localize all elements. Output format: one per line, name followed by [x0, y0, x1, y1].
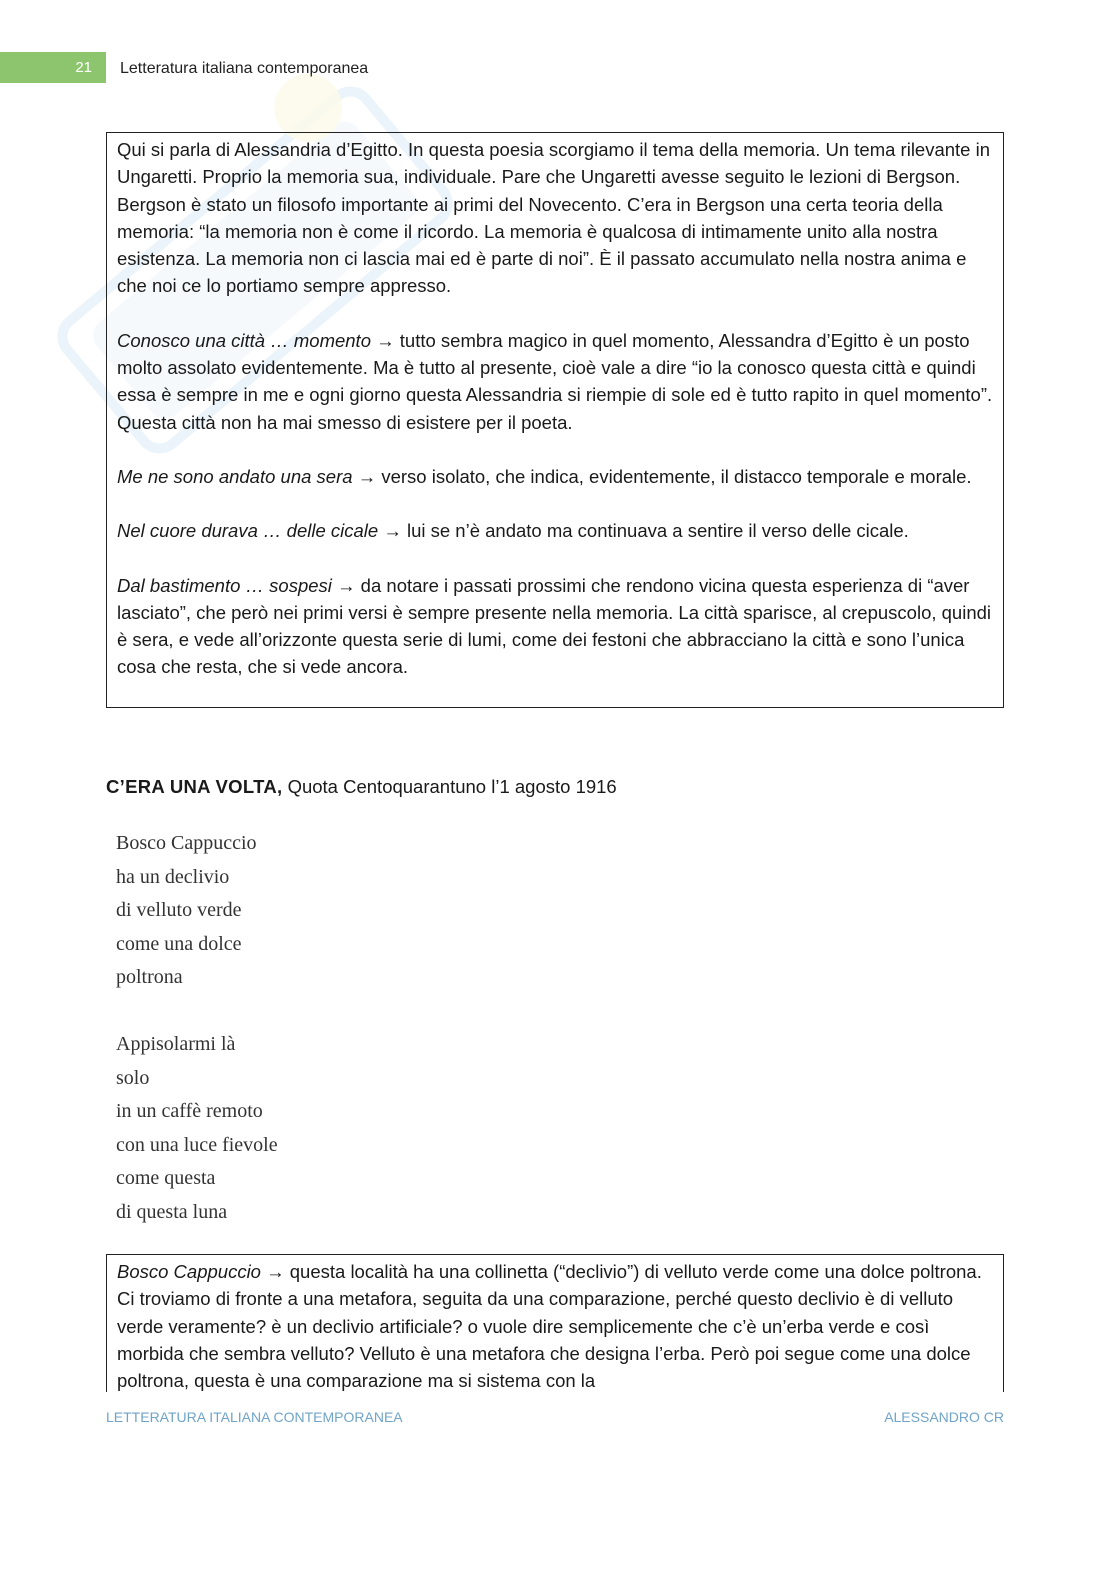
- poem-title: C’ERA UNA VOLTA,: [106, 776, 283, 797]
- poem-line: in un caffè remoto: [116, 1100, 263, 1123]
- paragraph-me-ne-sono: Me ne sono andato una sera → verso isolato, che indica, evidentemente, il distacco temporale e morale.: [117, 465, 972, 487]
- poem-text: [116, 827, 278, 1230]
- quote-me-ne-sono: Me ne sono andato una sera: [117, 465, 353, 487]
- paragraph-conosco: Conosco una città … momento → tutto sembra magico in quel momento, Alessandra d’Egitto è un posto molto assolato evidentemente. Ma è tutto al presente, cioè vale a dire “io la conosco questa città e quindi essa è sempre in me e ogni giorno questa Alessandria si riempie di sole ed è tutto rapito in quel momento”. Questa città non ha mai smesso di esistere per il poeta.: [117, 329, 993, 433]
- quote-nel-cuore: Nel cuore durava … delle cicale: [117, 520, 379, 542]
- poem-line: poltrona: [116, 966, 183, 989]
- commentary-box-2: [106, 1254, 1004, 1392]
- running-title: Letteratura italiana contemporanea: [120, 60, 369, 77]
- paragraph-intro: Qui si parla di Alessandria d’Egitto. In questa poesia scorgiamo il tema della memoria. Un tema rilevante in Ungaretti. Proprio la memoria sua, individuale. Pare che Ungaretti avesse seguito le lezioni di Bergson. Bergson è stato un filosofo importante ai primi del Novecento. C’era in Bergson una certa teoria della memoria: “la memoria non è come il ricordo. La memoria è qualcosa di intimamente unito alla nostra esistenza. La memoria non ci lascia mai ed è parte di noi”. È il passato accumulato nella nostra anima e che noi ce lo portiamo sempre appresso.: [117, 139, 991, 297]
- footer-author: ALESSANDRO CR: [884, 1409, 1004, 1425]
- paragraph-dal-bastimento: Dal bastimento … sospesi → da notare i passati prossimi che rendono vicina questa esperienza di “aver lasciato”, che però nei primi versi è sempre presente nella memoria. La città sparisce, al crepuscolo, quindi è sera, e vede all’orizzonte questa serie di lumi, come dei festoni che abbracciano la città e sono l’unica cosa che resta, che si vede ancora.: [117, 574, 992, 678]
- commentary-box: [106, 132, 1004, 708]
- poem-line: di velluto verde: [116, 899, 242, 922]
- poem-line: come una dolce: [116, 932, 242, 955]
- footer-title: LETTERATURA ITALIANA CONTEMPORANEA: [106, 1409, 403, 1425]
- quote-bosco: Bosco Cappuccio: [117, 1261, 261, 1282]
- poem-line: con una luce fievole: [116, 1133, 278, 1156]
- poem-line: Appisolarmi là: [116, 1032, 236, 1055]
- quote-dal-bastimento: Dal bastimento … sospesi: [117, 574, 332, 596]
- poem-subtitle: Quota Centoquarantuno l’1 agosto 1916: [282, 776, 617, 797]
- page-number-tab: [0, 52, 106, 83]
- stanza-break: [116, 995, 278, 1028]
- quote-conosco: Conosco una città … momento: [117, 329, 371, 351]
- poem-line: Bosco Cappuccio: [116, 832, 257, 854]
- page-number: 21: [75, 59, 92, 76]
- paragraph-bosco: Bosco Cappuccio → questa località ha una collinetta (“declivio”) di velluto verde come una dolce poltrona. Ci troviamo di fronte a una metafora, seguita da una comparazione, perché questo declivio è di velluto verde veramente? è un declivio artificiale? o vuole dire semplicemente che c’è un’erba verde e così morbida che sembra velluto? Velluto è una metafora che designa l’erba. Però poi segue come una dolce poltrona, questa è una comparazione ma si sistema con la: [117, 1261, 982, 1392]
- poem-line: come questa: [116, 1167, 216, 1190]
- section-title: [106, 776, 617, 798]
- poem-line: ha un declivio: [116, 865, 230, 888]
- poem-line: solo: [116, 1066, 150, 1089]
- paragraph-nel-cuore: Nel cuore durava … delle cicale → lui se n’è andato ma continuava a sentire il verso delle cicale.: [117, 520, 909, 542]
- poem-line: di questa luna: [116, 1200, 228, 1223]
